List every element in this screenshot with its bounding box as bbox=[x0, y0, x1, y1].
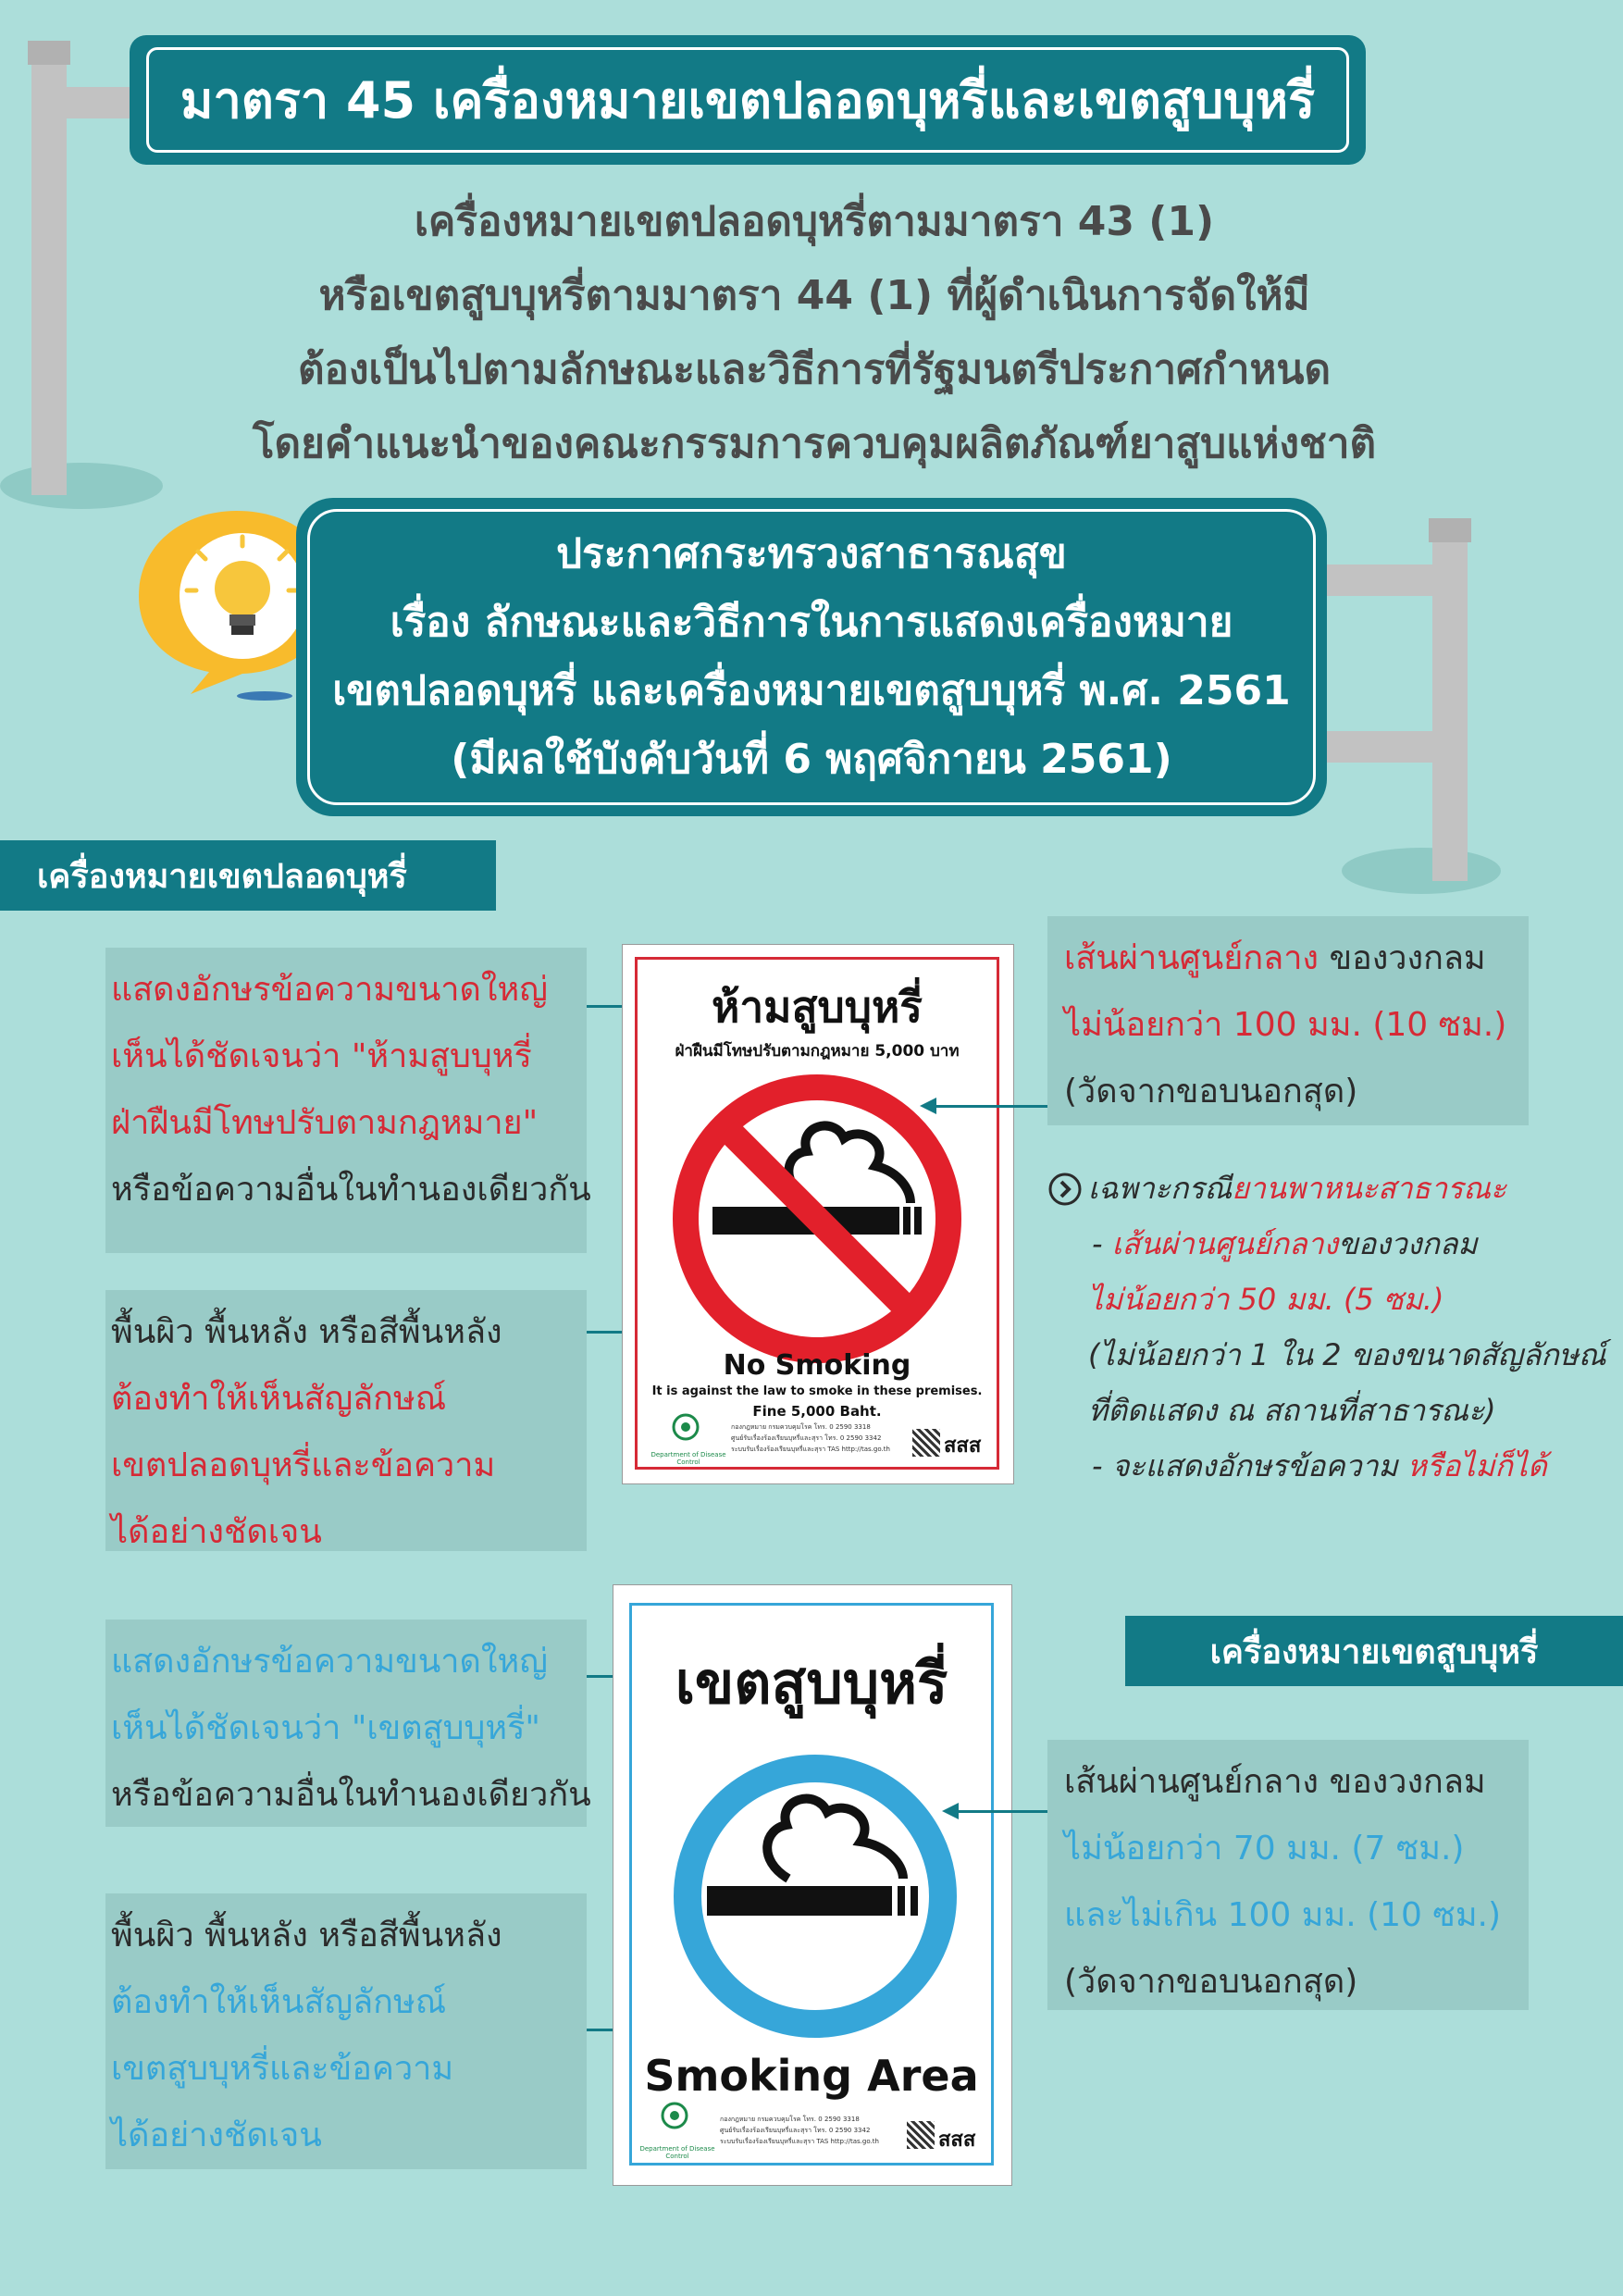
note-line: เขตปลอดบุหรี่และข้อความ bbox=[111, 1446, 496, 1484]
smoking-area-note-background bbox=[105, 1893, 587, 2169]
vehicle-line: (ไม่น้อยกว่า 1 ใน 2 ของขนาดสัญลักษณ์ bbox=[1088, 1337, 1606, 1372]
title-banner-frame bbox=[146, 47, 1349, 153]
announcement-line: เขตปลอดบุหรี่ และเครื่องหมายเขตสูบบุหรี่ พ.ศ. 2561 bbox=[332, 667, 1291, 714]
no-smoking-sign-en: No Smoking bbox=[723, 1349, 911, 1382]
note-line: ฝ่าฝืนมีโทษปรับตามกฎหมาย" bbox=[111, 1104, 539, 1142]
no-smoking-note-text bbox=[105, 948, 591, 1253]
qr-code-icon-2 bbox=[907, 2121, 935, 2149]
footer-line: ระบบรับเรื่องร้องเรียนบุหรี่และสุรา TAS http://tas.go.th bbox=[720, 2138, 879, 2145]
vehicle-line: - จะแสดงอักษรข้อความ bbox=[1092, 1448, 1407, 1483]
diameter-label-2: เส้นผ่านศูนย์กลาง ของวงกลม bbox=[1064, 1763, 1486, 1801]
no-smoking-sign-fine: Fine 5,000 Baht. bbox=[752, 1403, 882, 1420]
note-line: หรือข้อความอื่นในทำนองเดียวกัน bbox=[111, 1171, 591, 1209]
no-smoking-icon bbox=[668, 1070, 966, 1368]
vehicle-line: ของวงกลม bbox=[1338, 1226, 1478, 1261]
ddc-caption: Department of Disease Control bbox=[650, 1451, 726, 1466]
no-smoking-sign-en-sub: It is against the law to smoke in these premises. bbox=[651, 1384, 983, 1398]
announcement-line: เรื่อง ลักษณะและวิธีการในการแสดงเครื่องหมาย bbox=[390, 599, 1233, 646]
note-line: ต้องทำให้เห็นสัญลักษณ์ bbox=[111, 1983, 447, 2021]
note-line: เห็นได้ชัดเจนว่า "เขตสูบบุหรี่" bbox=[111, 1709, 540, 1747]
intro-line: โดยคำแนะนำของคณะกรรมการควบคุมผลิตภัณฑ์ยาสูบแห่งชาติ bbox=[252, 420, 1377, 467]
ddc-logo-2 bbox=[653, 2101, 696, 2140]
post-right-bar-top bbox=[1323, 565, 1432, 596]
ddc-logo bbox=[664, 1412, 707, 1451]
chevron-right-circle-icon bbox=[1047, 1172, 1083, 1207]
diameter-label-tail: ของวงกลม bbox=[1329, 939, 1486, 977]
note-line: พื้นผิว พื้นหลัง หรือสีพื้นหลัง bbox=[111, 1917, 502, 1955]
vehicle-line: หรือไม่ก็ได้ bbox=[1406, 1448, 1547, 1483]
note-line: หรือข้อความอื่นในทำนองเดียวกัน bbox=[111, 1776, 591, 1814]
note-line: แสดงอักษรข้อความขนาดใหญ่ bbox=[111, 971, 548, 1009]
footer-line: ระบบรับเรื่องร้องเรียนบุหรี่และสุรา TAS http://tas.go.th bbox=[731, 1446, 890, 1453]
intro-line: หรือเขตสูบบุหรี่ตามมาตรา 44 (1) ที่ผู้ดำเนินการจัดให้มี bbox=[318, 272, 1310, 319]
diameter-min: ไม่น้อยกว่า 70 มม. (7 ซม.) bbox=[1064, 1830, 1465, 1868]
qr-code-icon bbox=[912, 1429, 940, 1457]
no-smoking-note-background bbox=[105, 1290, 587, 1551]
vehicle-line: ที่ติดแสดง ณ สถานที่สาธารณะ) bbox=[1088, 1393, 1496, 1428]
footer-line: กองกฎหมาย กรมควบคุมโรค โทร. 0 2590 3318 bbox=[731, 1423, 871, 1431]
smoking-area-note-text bbox=[105, 1620, 591, 1827]
note-line: พื้นผิว พื้นหลัง หรือสีพื้นหลัง bbox=[111, 1313, 502, 1351]
diameter-value: ไม่น้อยกว่า 100 มม. (10 ซม.) bbox=[1064, 1006, 1507, 1044]
note-line: ได้อย่างชัดเจน bbox=[111, 2116, 322, 2154]
vehicle-line: ไม่น้อยกว่า 50 มม. (5 ซม.) bbox=[1088, 1282, 1444, 1317]
vehicle-line: ยานพาหนะสาธารณะ bbox=[1232, 1171, 1507, 1206]
diameter-note-2: (วัดจากขอบนอกสุด) bbox=[1064, 1963, 1358, 2001]
announcement-line: ประกาศกระทรวงสาธารณสุข bbox=[556, 530, 1067, 577]
page-title: มาตรา 45 เครื่องหมายเขตปลอดบุหรี่และเขตสูบบุหรี่ bbox=[180, 71, 1316, 130]
post-right bbox=[1432, 526, 1468, 881]
post-right-bar-bottom bbox=[1323, 731, 1432, 763]
vehicle-line: เฉพาะกรณี bbox=[1088, 1171, 1233, 1206]
note-line: แสดงอักษรข้อความขนาดใหญ่ bbox=[111, 1643, 548, 1681]
footer-line: ศูนย์รับเรื่องร้องเรียนบุหรี่และสุรา โทร. 0 2590 3342 bbox=[731, 1434, 882, 1442]
public-vehicle-note bbox=[1088, 1160, 1606, 1494]
note-line: เขตสูบบุหรี่และข้อความ bbox=[111, 2050, 454, 2088]
smoking-area-diameter-box bbox=[1047, 1740, 1529, 2010]
no-smoking-sign-heading: ห้ามสูบบุหรี่ bbox=[712, 982, 923, 1032]
note-line: ต้องทำให้เห็นสัญลักษณ์ bbox=[111, 1380, 447, 1418]
smoking-area-tag-label: เครื่องหมายเขตสูบบุหรี่ bbox=[1209, 1632, 1539, 1671]
intro-line: เครื่องหมายเขตปลอดบุหรี่ตามมาตรา 43 (1) bbox=[414, 198, 1215, 245]
note-line: เห็นได้ชัดเจนว่า "ห้ามสูบบุหรี่ bbox=[111, 1037, 532, 1075]
diameter-note: (วัดจากขอบนอกสุด) bbox=[1064, 1073, 1358, 1111]
post-shadow-right bbox=[1342, 848, 1501, 894]
smoking-icon bbox=[668, 1749, 962, 2043]
smoking-area-sign-en: Smoking Area bbox=[644, 2051, 979, 2101]
post-left bbox=[31, 46, 67, 495]
note-line: ได้อย่างชัดเจน bbox=[111, 1513, 322, 1551]
diameter-label: เส้นผ่านศูนย์กลาง bbox=[1064, 939, 1319, 977]
arrow-to-circle-2 bbox=[946, 1810, 1047, 1813]
no-smoking-diameter-box bbox=[1047, 916, 1529, 1125]
post-left-bar bbox=[67, 87, 131, 118]
intro-line: ต้องเป็นไปตามลักษณะและวิธีการที่รัฐมนตรีประกาศกำหนด bbox=[297, 346, 1332, 393]
post-right-cap bbox=[1429, 518, 1471, 542]
announcement-frame bbox=[307, 509, 1316, 805]
announcement-line: (มีผลใช้บังคับวันที่ 6 พฤศจิกายน 2561) bbox=[451, 736, 1172, 783]
smoking-area-sign-footer bbox=[720, 2114, 894, 2147]
footer-line: กองกฎหมาย กรมควบคุมโรค โทร. 0 2590 3318 bbox=[720, 2116, 860, 2123]
smoking-area-tag bbox=[1125, 1616, 1623, 1686]
intro-text bbox=[130, 185, 1499, 481]
no-smoking-sign-sub: ฝ่าฝืนมีโทษปรับตามกฎหมาย 5,000 บาท bbox=[675, 1042, 960, 1061]
smoking-area-sign-heading: เขตสูบบุหรี่ bbox=[675, 1649, 948, 1717]
thaihealth-logo: สสส bbox=[944, 1434, 982, 1458]
vehicle-line: เส้นผ่านศูนย์กลาง bbox=[1111, 1226, 1339, 1261]
thaihealth-logo-2: สสส bbox=[938, 2128, 976, 2152]
ddc-caption-2: Department of Disease Control bbox=[639, 2145, 715, 2160]
diameter-max: และไม่เกิน 100 มม. (10 ซม.) bbox=[1064, 1896, 1502, 1934]
vehicle-line: - bbox=[1092, 1226, 1112, 1261]
no-smoking-sign-footer bbox=[731, 1421, 898, 1455]
post-left-cap bbox=[28, 41, 70, 65]
no-smoking-tag bbox=[0, 840, 496, 911]
no-smoking-tag-label: เครื่องหมายเขตปลอดบุหรี่ bbox=[37, 857, 407, 896]
arrow-to-circle bbox=[923, 1105, 1047, 1108]
footer-line: ศูนย์รับเรื่องร้องเรียนบุหรี่และสุรา โทร. 0 2590 3342 bbox=[720, 2127, 871, 2134]
